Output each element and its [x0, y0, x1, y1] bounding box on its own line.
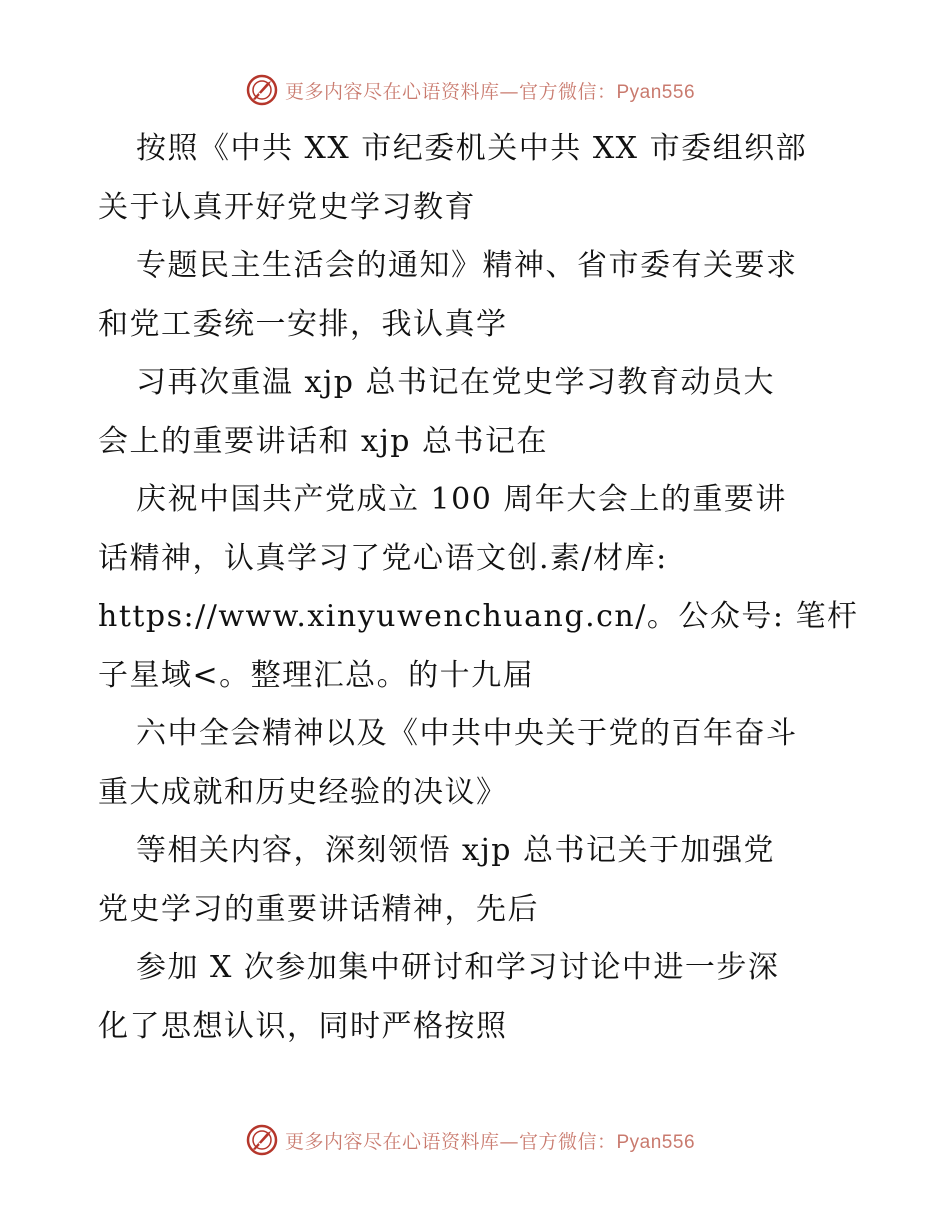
text-line: 关于认真开好党史学习教育 — [98, 189, 476, 225]
header-watermark — [0, 70, 950, 110]
footer-watermark — [0, 1120, 950, 1160]
text-line: 等相关内容，深刻领悟 xjp 总书记关于加强党 — [136, 833, 775, 868]
text-line: 按照《中共 XX 市纪委机关中共 XX 市委组织部 — [136, 131, 808, 166]
text-line: 和党工委统一安排，我认真学 — [98, 306, 508, 342]
document-body — [98, 120, 858, 1056]
watermark-group — [245, 73, 695, 107]
text-line: 参加 X 次参加集中研讨和学习讨论中进一步深 — [136, 950, 780, 985]
text-line: https://www.xinyuwenchuang.cn/。公众号: 笔杆 — [98, 599, 859, 634]
text-line: 党史学习的重要讲话精神，先后 — [98, 891, 539, 927]
text-line: 话精神，认真学习了党心语文创.素/材库: — [98, 540, 668, 576]
watermark-text: 更多内容尽在心语资料库—官方微信：Pyan556 — [284, 1130, 696, 1153]
text-line: 重大成就和历史经验的决议》 — [98, 774, 508, 810]
watermark-group — [245, 1123, 695, 1157]
text-line: 会上的重要讲话和 xjp 总书记在 — [98, 423, 548, 459]
text-line: 化了思想认识，同时严格按照 — [98, 1008, 508, 1044]
quill-logo-icon — [245, 1123, 279, 1157]
text-line: 庆祝中国共产党成立 100 周年大会上的重要讲 — [136, 482, 787, 517]
text-line: 习再次重温 xjp 总书记在党史学习教育动员大 — [136, 365, 775, 400]
text-line: 专题民主生活会的通知》精神、省市委有关要求 — [136, 248, 798, 283]
text-line: 子星域<。整理汇总。的十九届 — [98, 657, 535, 693]
watermark-text: 更多内容尽在心语资料库—官方微信：Pyan556 — [284, 80, 696, 103]
text-line: 六中全会精神以及《中共中央关于党的百年奋斗 — [136, 716, 798, 751]
quill-logo-icon — [245, 73, 279, 107]
